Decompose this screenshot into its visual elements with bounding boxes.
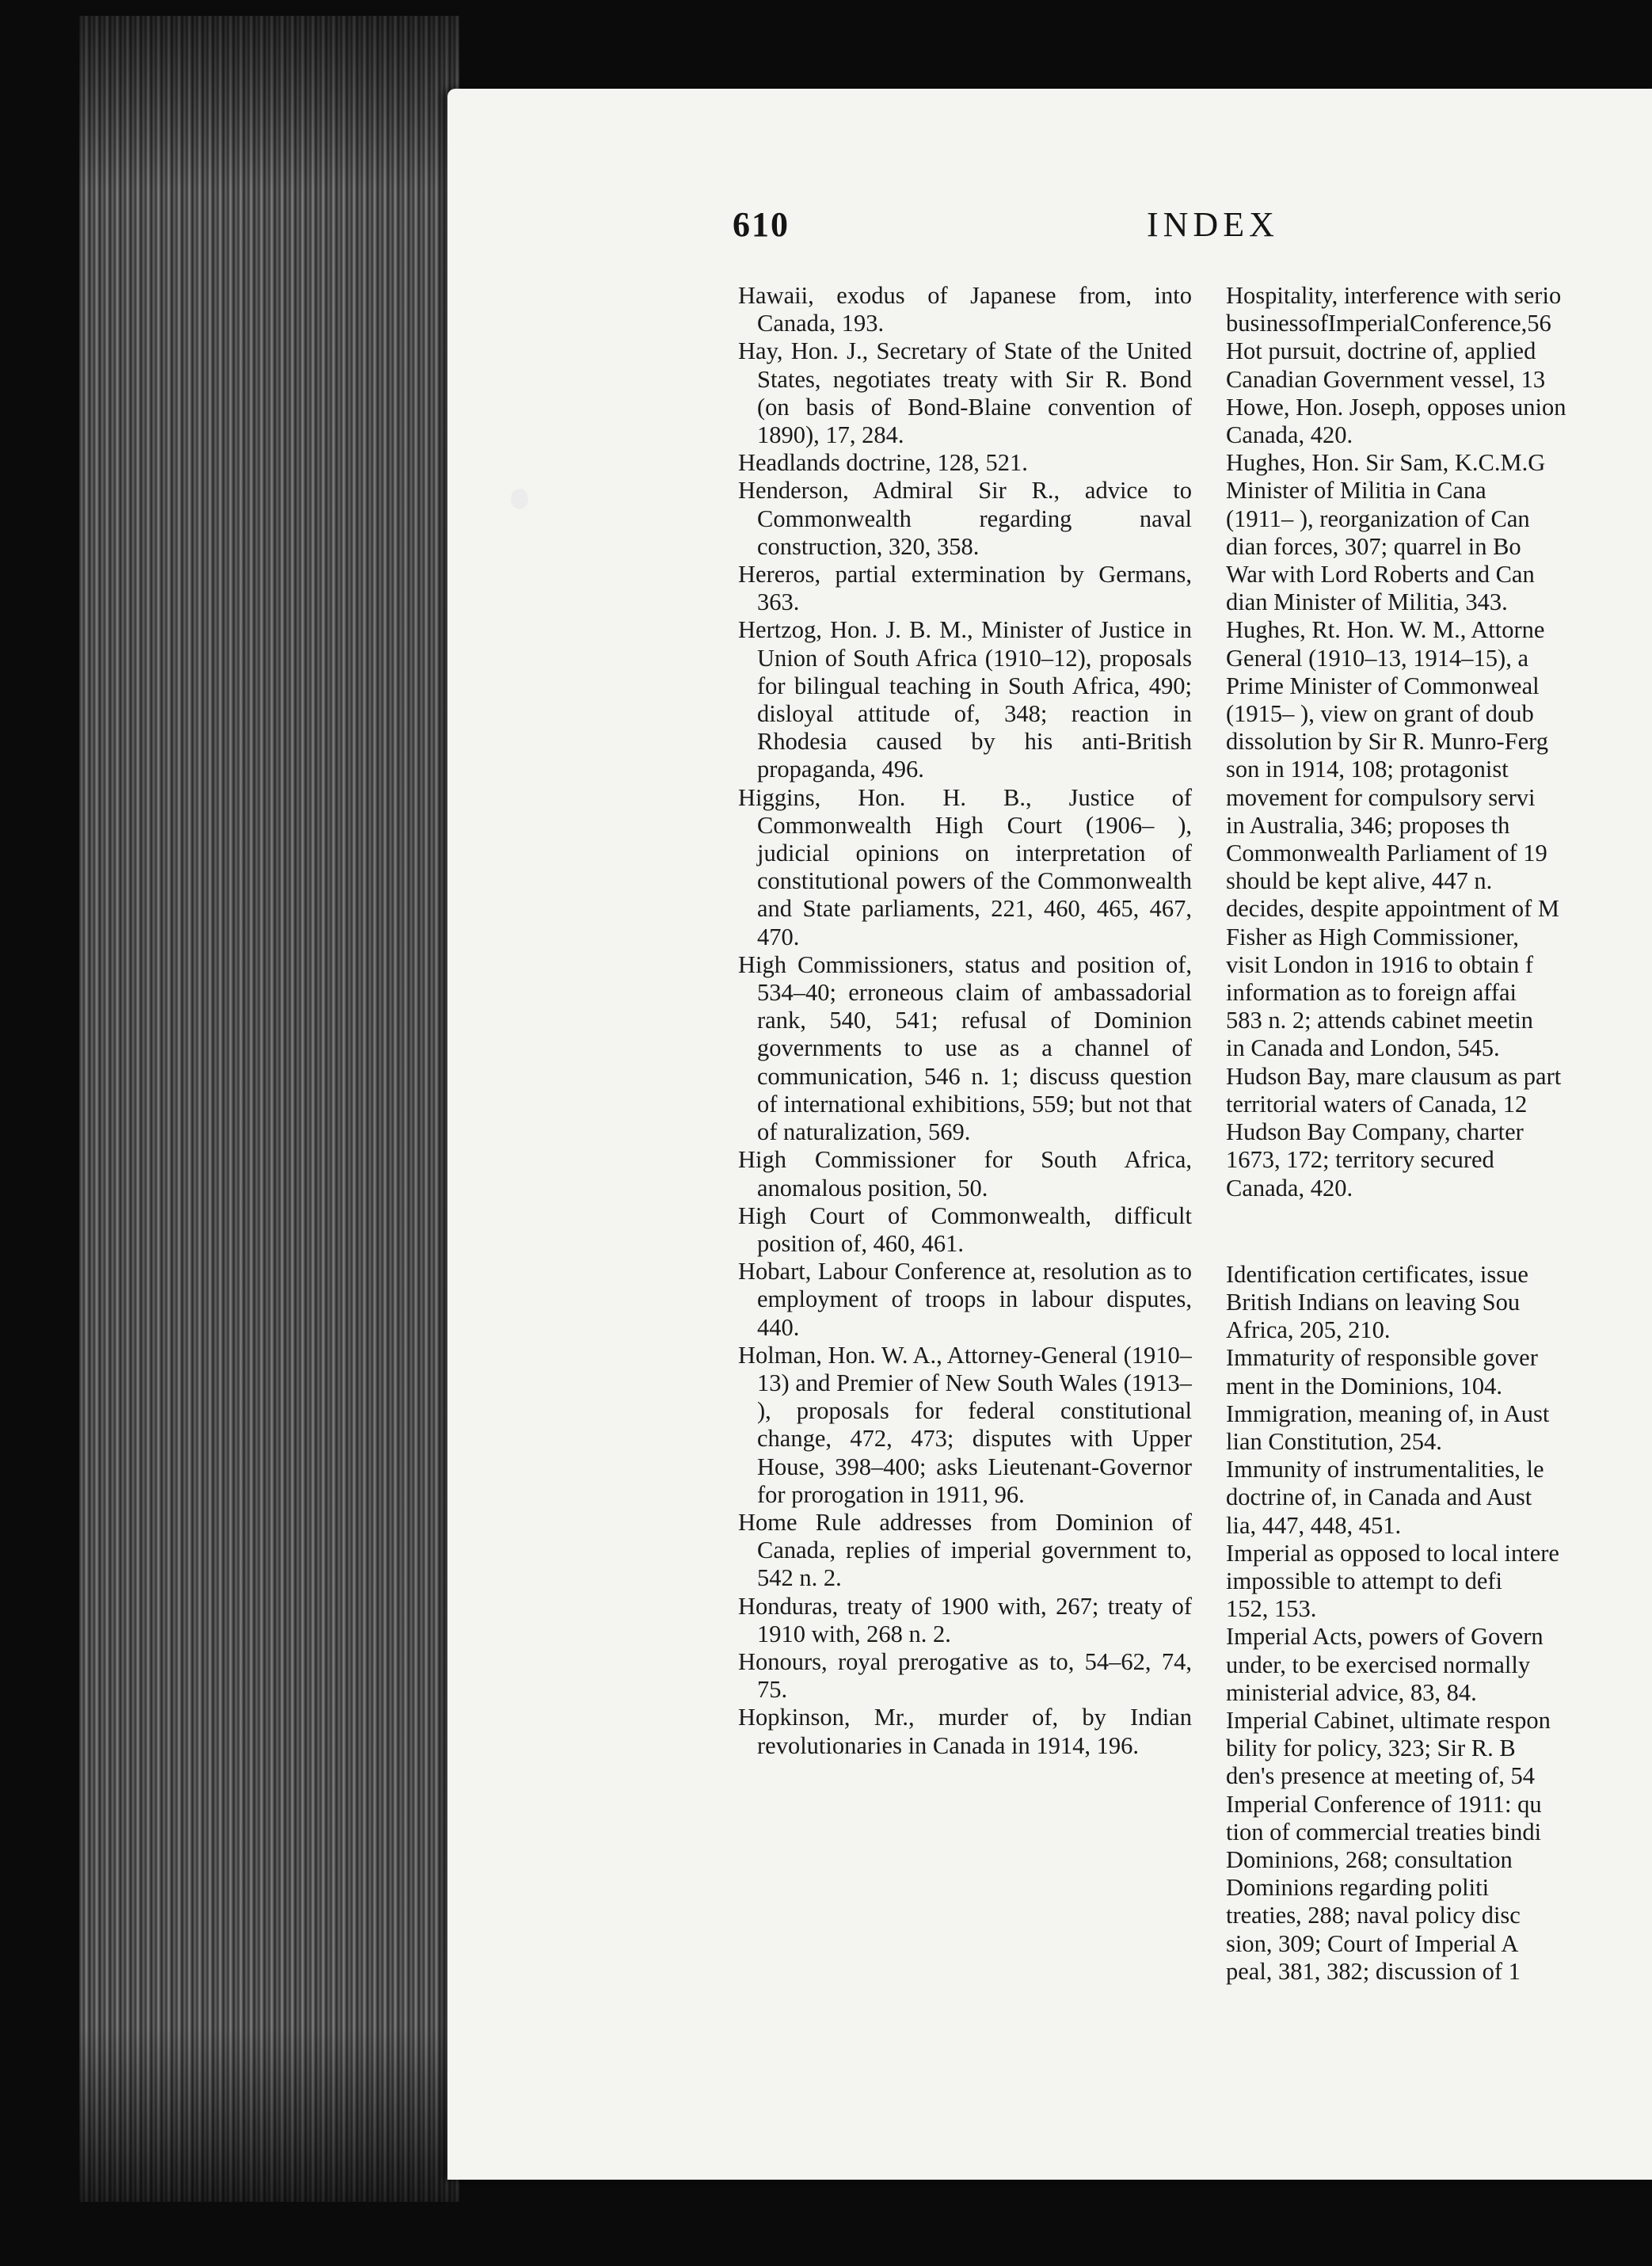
- index-entry: den's presence at meeting of, 54: [1226, 1762, 1535, 1790]
- index-entry: 1673, 172; territory secured: [1226, 1146, 1494, 1174]
- index-entry: 152, 153.: [1226, 1595, 1317, 1623]
- index-entry: Hereros, partial extermination by Germans, 363.: [738, 561, 1192, 616]
- index-entry: tion of commercial treaties bindi: [1226, 1818, 1542, 1845]
- index-entry: Headlands doctrine, 128, 521.: [738, 449, 1028, 477]
- index-entry: dissolution by Sir R. Munro-Ferg: [1226, 728, 1548, 756]
- index-entry: Hudson Bay, mare clausum as part: [1226, 1062, 1562, 1090]
- index-entry: peal, 381, 382; discussion of 1: [1226, 1957, 1521, 1985]
- index-entry: dian Minister of Militia, 343.: [1226, 588, 1508, 616]
- index-entry: Howe, Hon. Joseph, opposes union: [1226, 393, 1566, 421]
- index-entry: Minister of Militia in Cana: [1226, 477, 1486, 505]
- index-entry: Hudson Bay Company, charter: [1226, 1118, 1524, 1146]
- index-entry: under, to be exercised normally: [1226, 1651, 1531, 1678]
- index-entry: decides, despite appointment of M: [1226, 895, 1559, 923]
- index-entry: in Australia, 346; proposes th: [1226, 811, 1510, 839]
- book-edge-shading: [79, 16, 459, 2202]
- index-column-right: [1226, 282, 1652, 2032]
- index-entry: son in 1914, 108; protagonist: [1226, 756, 1509, 783]
- index-entry: Africa, 205, 210.: [1226, 1316, 1391, 1344]
- index-entry: sion, 309; Court of Imperial A: [1226, 1929, 1519, 1957]
- index-entry: lia, 447, 448, 451.: [1226, 1511, 1402, 1539]
- index-entry: Hobart, Labour Conference at, resolution as to employment of troops in labour disputes, 440.: [738, 1258, 1192, 1341]
- index-section-i: [1226, 1261, 1652, 1986]
- index-entry: Holman, Hon. W. A., Attorney-General (1910–13) and Premier of New South Wales (1913– ), proposals for federal constitutional change, 472, 473; disputes with Upper House, 398–400; asks Lieutenant-Governor for prorogation in 1911, 96.: [738, 1341, 1192, 1508]
- index-entry: impossible to attempt to defi: [1226, 1567, 1503, 1594]
- index-entry: Dominions, 268; consultation: [1226, 1845, 1513, 1873]
- index-entry: in Canada and London, 545.: [1226, 1034, 1500, 1062]
- index-entry: lian Constitution, 254.: [1226, 1427, 1442, 1455]
- index-entry: treaties, 288; naval policy disc: [1226, 1902, 1521, 1929]
- index-entry: should be kept alive, 447 n.: [1226, 867, 1493, 895]
- index-entry: Hertzog, Hon. J. B. M., Minister of Justice in Union of South Africa (1910–12), proposals for bilingual teaching in South Africa, 490; disloyal attitude of, 348; reaction in Rhodesia caused by his anti-British propaganda, 496.: [738, 616, 1192, 783]
- index-entry: High Commissioner for South Africa, anomalous position, 50.: [738, 1146, 1192, 1202]
- index-entry: information as to foreign affai: [1226, 979, 1517, 1007]
- index-entry: Imperial Conference of 1911: qu: [1226, 1790, 1542, 1818]
- index-entry: 583 n. 2; attends cabinet meetin: [1226, 1007, 1533, 1034]
- index-entry: (1911– ), reorganization of Can: [1226, 505, 1530, 532]
- page-title: INDEX: [1147, 205, 1279, 244]
- index-entry: Canada, 420.: [1226, 421, 1353, 449]
- index-entry: War with Lord Roberts and Can: [1226, 561, 1535, 588]
- index-entry: Imperial Cabinet, ultimate respon: [1226, 1706, 1551, 1734]
- index-entry: Immunity of instrumentalities, le: [1226, 1456, 1544, 1483]
- index-entry: Hot pursuit, doctrine of, applied: [1226, 337, 1536, 365]
- index-entry: Immigration, meaning of, in Aust: [1226, 1400, 1550, 1427]
- index-entry: Dominions regarding politi: [1226, 1874, 1490, 1902]
- index-column-left: [738, 282, 1192, 2032]
- index-entry: Fisher as High Commissioner,: [1226, 923, 1519, 950]
- section-gap: [1226, 1202, 1652, 1261]
- index-entry: Imperial Acts, powers of Govern: [1226, 1623, 1544, 1651]
- index-entry: visit London in 1916 to obtain f: [1226, 950, 1534, 978]
- index-entry: Higgins, Hon. H. B., Justice of Commonwealth High Court (1906– ), judicial opinions on interpretation of constitutional powers of the Commonwealth and State parliaments, 221, 460, 465, 467, 470.: [738, 783, 1192, 950]
- index-entry: Hughes, Hon. Sir Sam, K.C.M.G: [1226, 449, 1546, 477]
- index-entry: Imperial as opposed to local intere: [1226, 1539, 1559, 1567]
- index-entry: doctrine of, in Canada and Aust: [1226, 1483, 1532, 1511]
- index-entry: High Commissioners, status and position of, 534–40; erroneous claim of ambassadorial rank, 540, 541; refusal of Dominion governments to use as a channel of communication, 546 n. 1; discuss question of international exhibitions, 559; but not that of naturalization, 569.: [738, 950, 1192, 1146]
- index-entry: Immaturity of responsible gover: [1226, 1344, 1538, 1372]
- index-entry: Honours, royal prerogative as to, 54–62, 74, 75.: [738, 1647, 1192, 1704]
- index-entry: Hopkinson, Mr., murder of, by Indian revolutionaries in Canada in 1914, 196.: [738, 1704, 1192, 1759]
- index-entry: (1915– ), view on grant of doub: [1226, 700, 1534, 728]
- index-entry: ministerial advice, 83, 84.: [1226, 1678, 1477, 1706]
- index-entry: Henderson, Admiral Sir R., advice to Commonwealth regarding naval construction, 320, 358.: [738, 477, 1192, 560]
- index-entry: Identification certificates, issue: [1226, 1260, 1528, 1288]
- index-entry: ment in the Dominions, 104.: [1226, 1372, 1503, 1400]
- page-number: 610: [733, 205, 790, 244]
- index-entry: Honduras, treaty of 1900 with, 267; treaty of 1910 with, 268 n. 2.: [738, 1592, 1192, 1647]
- index-entry: Hughes, Rt. Hon. W. M., Attorne: [1226, 616, 1545, 644]
- index-entry: businessofImperialConference,56: [1226, 310, 1551, 337]
- index-entry: Home Rule addresses from Dominion of Canada, replies of imperial government to, 542 n. 2.: [738, 1508, 1192, 1592]
- index-entry: Hay, Hon. J., Secretary of State of the United States, negotiates treaty with Sir R. Bond (on basis of Bond-Blaine convention of 1890), 17, 284.: [738, 337, 1192, 449]
- index-entry: movement for compulsory servi: [1226, 783, 1536, 811]
- index-entry: Hawaii, exodus of Japanese from, into Canada, 193.: [738, 282, 1192, 337]
- index-entry: British Indians on leaving Sou: [1226, 1288, 1521, 1316]
- index-entry: Hospitality, interference with serio: [1226, 282, 1562, 309]
- index-entry: High Court of Commonwealth, difficult position of, 460, 461.: [738, 1202, 1192, 1257]
- index-entry: dian forces, 307; quarrel in Bo: [1226, 532, 1521, 560]
- index-entry: territorial waters of Canada, 12: [1226, 1090, 1528, 1118]
- index-entry: bility for policy, 323; Sir R. B: [1226, 1735, 1516, 1762]
- index-entry: Prime Minister of Commonweal: [1226, 672, 1540, 699]
- index-section-h: [1226, 282, 1652, 1202]
- index-entry: Canadian Government vessel, 13: [1226, 365, 1546, 393]
- index-entry: Commonwealth Parliament of 19: [1226, 840, 1547, 867]
- index-entry: Canada, 420.: [1226, 1174, 1353, 1202]
- paper-blemish: [511, 489, 528, 509]
- index-entry: General (1910–13, 1914–15), a: [1226, 644, 1528, 672]
